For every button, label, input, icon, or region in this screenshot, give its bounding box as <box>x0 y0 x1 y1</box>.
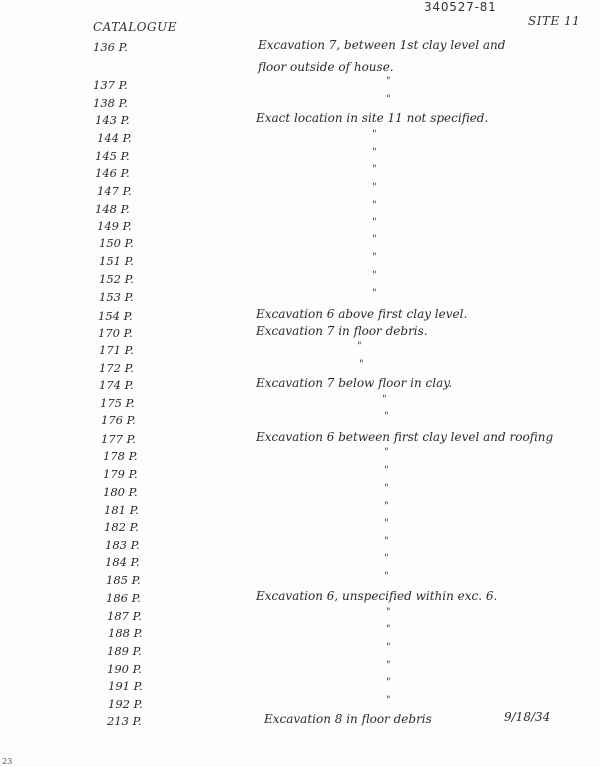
entry-description: Excavation 6 between first clay level and roofing <box>256 430 554 444</box>
catalogue-number: 177 P. <box>101 432 136 446</box>
ditto-mark: " <box>384 571 389 582</box>
catalogue-number: 182 P. <box>104 520 139 534</box>
ditto-mark: " <box>386 677 391 688</box>
ditto-mark: " <box>372 200 377 211</box>
catalogue-number: 148 P. <box>95 202 130 216</box>
catalogue-number: 149 P. <box>97 219 132 233</box>
catalogue-number: 171 P. <box>99 343 134 357</box>
ditto-mark: " <box>372 147 377 158</box>
entry-description: Exact location in site 11 not specified. <box>256 111 489 125</box>
page-footer-mark: 23 <box>2 757 13 766</box>
ditto-mark: " <box>384 501 389 512</box>
catalogue-heading: CATALOGUE <box>93 20 177 34</box>
ditto-mark: " <box>372 217 377 228</box>
entry-description: Excavation 6 above first clay level. <box>256 307 468 321</box>
catalogue-number: 174 P. <box>99 378 134 392</box>
ditto-mark: " <box>384 411 389 422</box>
catalogue-number: 138 P. <box>93 96 128 110</box>
catalogue-number: 213 P. <box>107 714 142 728</box>
catalogue-number: 176 P. <box>101 413 136 427</box>
ditto-mark: " <box>359 359 364 370</box>
catalogue-number: 190 P. <box>107 662 142 676</box>
catalogue-number: 154 P. <box>98 309 133 323</box>
ditto-mark: " <box>372 252 377 263</box>
ditto-mark: " <box>384 536 389 547</box>
catalogue-number: 181 P. <box>104 503 139 517</box>
ditto-mark: " <box>386 695 391 706</box>
catalogue-number: 178 P. <box>103 449 138 463</box>
catalogue-number: 192 P. <box>108 697 143 711</box>
entry-description: Excavation 7 in floor debris. <box>256 324 428 338</box>
catalogue-number: 150 P. <box>99 236 134 250</box>
catalogue-number: 187 P. <box>107 609 142 623</box>
entry-description-continued: floor outside of house. <box>258 60 394 74</box>
catalogue-number: 184 P. <box>105 555 140 569</box>
catalogue-number: 144 P. <box>97 131 132 145</box>
ditto-mark: " <box>372 182 377 193</box>
ditto-mark: " <box>386 76 391 87</box>
catalogue-number: 136 P. <box>93 40 128 54</box>
catalogue-number: 188 P. <box>108 626 143 640</box>
catalogue-number: 191 P. <box>108 679 143 693</box>
ditto-mark: " <box>372 288 377 299</box>
entry-description: Excavation 7, between 1st clay level and <box>258 38 506 52</box>
ditto-mark: " <box>384 553 389 564</box>
document-number: 340527-81 <box>424 0 497 14</box>
catalogue-number: 137 P. <box>93 78 128 92</box>
catalogue-number: 151 P. <box>99 254 134 268</box>
site-label: SITE 11 <box>528 14 581 28</box>
catalogue-number: 143 P. <box>95 113 130 127</box>
catalogue-number: 152 P. <box>99 272 134 286</box>
entry-description: Excavation 7 below floor in clay. <box>256 376 453 390</box>
catalogue-number: 146 P. <box>95 166 130 180</box>
ditto-mark: " <box>386 624 391 635</box>
catalogue-number: 147 P. <box>97 184 132 198</box>
ditto-mark: " <box>384 518 389 529</box>
ditto-mark: " <box>384 483 389 494</box>
ditto-mark: " <box>386 660 391 671</box>
catalogue-number: 180 P. <box>103 485 138 499</box>
ditto-mark: " <box>384 465 389 476</box>
catalogue-number: 170 P. <box>98 326 133 340</box>
entry-description: Excavation 8 in floor debris <box>264 712 432 726</box>
ditto-mark: " <box>372 129 377 140</box>
catalogue-number: 175 P. <box>100 396 135 410</box>
entry-date: 9/18/34 <box>504 710 551 724</box>
catalogue-number: 189 P. <box>107 644 142 658</box>
ditto-mark: " <box>372 164 377 175</box>
catalogue-number: 185 P. <box>106 573 141 587</box>
ditto-mark: " <box>386 607 391 618</box>
ditto-mark: " <box>382 394 387 405</box>
ditto-mark: " <box>386 94 391 105</box>
ditto-mark: " <box>372 270 377 281</box>
catalogue-number: 172 P. <box>99 361 134 375</box>
catalogue-number: 186 P. <box>106 591 141 605</box>
ditto-mark: " <box>372 234 377 245</box>
entry-description: Excavation 6, unspecified within exc. 6. <box>256 589 498 603</box>
ditto-mark: " <box>384 447 389 458</box>
catalogue-number: 179 P. <box>103 467 138 481</box>
catalogue-number: 153 P. <box>99 290 134 304</box>
catalogue-number: 183 P. <box>105 538 140 552</box>
catalogue-number: 145 P. <box>95 149 130 163</box>
ditto-mark: " <box>357 341 362 352</box>
ditto-mark: " <box>386 642 391 653</box>
